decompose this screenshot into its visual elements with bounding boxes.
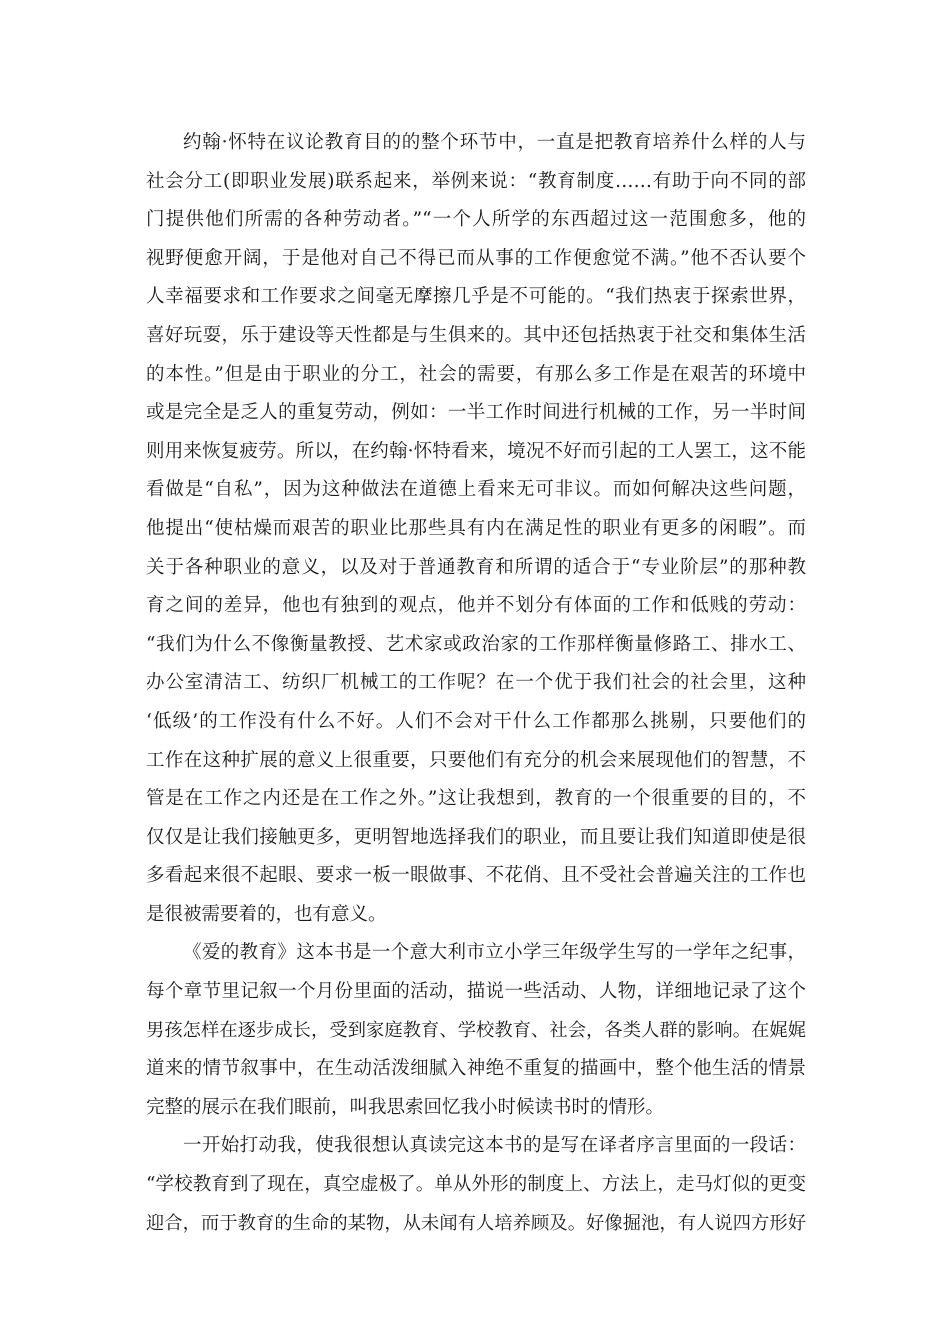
document-body xyxy=(146,124,806,1243)
text-line: 是很被需要着的，也有意义。 xyxy=(146,903,387,925)
text-line: 完整的展示在我们眼前，叫我思索回忆我小时候读书时的情形。 xyxy=(146,1096,665,1118)
text-line: 男孩怎样在逐步成长，受到家庭教育、学校教育、社会，各类人群的影响。在娓娓 xyxy=(146,1019,806,1041)
paragraph-2 xyxy=(146,934,806,1127)
text-line: 工作在这种扩展的意义上很重要，只要他们有充分的机会来展现他们的智慧，不 xyxy=(146,749,806,771)
text-line: 道来的情节叙事中，在生动活泼细腻入神绝不重复的描画中，整个他生活的情景 xyxy=(146,1058,806,1080)
text-line: “我们为什么不像衡量教授、艺术家或政治家的工作那样衡量修路工、排水工、 xyxy=(146,633,806,655)
text-line: “学校教育到了现在，真空虚极了。单从外形的制度上、方法上，走马灯似的更变 xyxy=(146,1174,806,1196)
text-line: 门提供他们所需的各种劳动者。”“一个人所学的东西超过这一范围愈多，他的 xyxy=(146,209,806,231)
text-line: 一开始打动我，使我很想认真读完这本书的是写在译者序言里面的一段话： xyxy=(183,1135,806,1157)
text-line: 则用来恢复疲劳。所以，在约翰·怀特看来，境况不好而引起的工人罢工，这不能 xyxy=(146,440,806,462)
text-line: 或是完全是乏人的重复劳动，例如：一半工作时间进行机械的工作，另一半时间 xyxy=(146,402,806,424)
text-line: 喜好玩耍，乐于建设等天性都是与生俱来的。其中还包括热衷于社交和集体生活 xyxy=(146,324,806,346)
text-line: 管是在工作之内还是在工作之外。”这让我想到，教育的一个很重要的目的，不 xyxy=(146,788,806,810)
text-line: 《爱的教育》这本书是一个意大利市立小学三年级学生写的一学年之纪事， xyxy=(183,942,806,964)
text-line: 关于各种职业的意义，以及对于普通教育和所谓的适合于“专业阶层”的那种教 xyxy=(146,556,806,578)
text-line: 社会分工(即职业发展)联系起来，举例来说：“教育制度……有助于向不同的部 xyxy=(146,170,806,192)
paragraph-3 xyxy=(146,1127,806,1243)
text-line: 仅仅是让我们接触更多，更明智地选择我们的职业，而且要让我们知道即使是很 xyxy=(146,826,806,848)
paragraph-1 xyxy=(146,124,806,934)
text-line: 人幸福要求和工作要求之间毫无摩擦几乎是不可能的。“我们热衷于探索世界， xyxy=(146,286,806,308)
text-line: 他提出“使枯燥而艰苦的职业比那些具有内在满足性的职业有更多的闲暇”。而 xyxy=(146,517,806,539)
text-line: ‘低级’的工作没有什么不好。人们不会对干什么工作都那么挑剔，只要他们的 xyxy=(146,710,806,732)
text-line: 育之间的差异，他也有独到的观点，他并不划分有体面的工作和低贱的劳动： xyxy=(146,595,806,617)
text-line: 看做是“自私”，因为这种做法在道德上看来无可非议。而如何解决这些问题， xyxy=(146,479,806,501)
text-line: 的本性。”但是由于职业的分工，社会的需要，有那么多工作是在艰苦的环境中 xyxy=(146,363,806,385)
text-line: 迎合，而于教育的生命的某物，从未闻有人培养顾及。好像掘池，有人说四方形好 xyxy=(146,1212,806,1234)
text-line: 多看起来很不起眼、要求一板一眼做事、不花俏、且不受社会普遍关注的工作也 xyxy=(146,865,806,887)
text-line: 办公室清洁工、纺织厂机械工的工作呢？在一个优于我们社会的社会里，这种 xyxy=(146,672,806,694)
text-line: 约翰·怀特在议论教育目的的整个环节中，一直是把教育培养什么样的人与 xyxy=(183,132,806,153)
text-line: 每个章节里记叙一个月份里面的活动，描说一些活动、人物，详细地记录了这个 xyxy=(146,981,806,1003)
text-line: 视野便愈开阔，于是他对自己不得已而从事的工作便愈觉不满。”他不否认要个 xyxy=(146,247,806,269)
